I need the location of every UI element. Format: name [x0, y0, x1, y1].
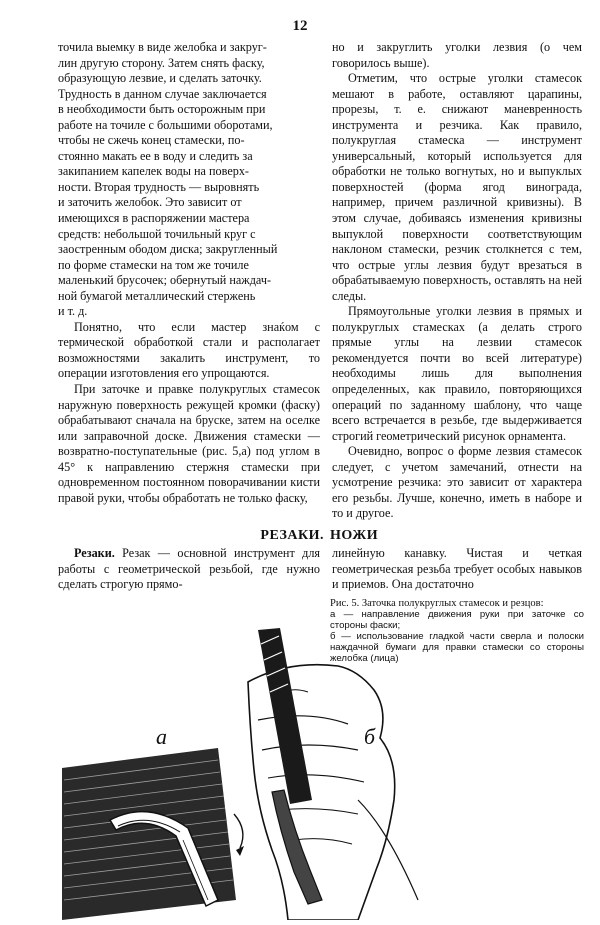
rezaki-continuation: линейную канавку. Чистая и четкая геометрическая резьба требует особых навыков и приемов. Она достаточно: [332, 546, 582, 592]
figure-5-illustration: [58, 600, 598, 920]
caption-title: Рис. 5. Заточка полукруглых стамесок и резцов:: [330, 598, 544, 609]
movement-arrow: [234, 814, 243, 848]
rezaki-paragraph: [58, 546, 320, 593]
section-title-rezaki: РЕЗАКИ.: [260, 528, 324, 543]
text-line: Трудность в данном случае заключается: [58, 86, 267, 101]
rezaki-left-text: [58, 546, 320, 593]
left-paragraph-1: [58, 40, 320, 320]
text-line: средств: небольшой точильный круг с: [58, 226, 256, 241]
text-line: ной бумагой металлический стержень: [58, 288, 256, 303]
rezaki-runin: Резаки.: [74, 546, 115, 560]
left-paragraph-3: При заточке и правке полукруглых стамесок наружную поверхность режущей кромки (фаску) обрабатывают сначала на бруске, затем на оселке или заправочной доске. Движения стамески — возвратно-поступательные (рис. 5,а) под углом в 45° к направлению стержня стамески при одновременном постоянном поворачивании кисти правой руки, чтобы обработать не только фаску,: [58, 382, 320, 505]
caption-item-a: а — направление движения руки при заточке со стороны фаски;: [330, 609, 584, 631]
rezaki-right-text: [332, 546, 582, 593]
right-paragraph-4: Очевидно, вопрос о форме лезвия стамесок следует, с учетом замечаний, отнести на усмотрение резчика: это зависит от характера его резьбы. Лучше, конечно, иметь в наборе и то и другое.: [332, 444, 582, 521]
rezaki-body: Резак — основной инструмент для работы с геометрической резьбой, где нужно сделать строгую прямо-: [58, 546, 321, 592]
hand-drawing: [248, 665, 395, 920]
caption-item-b: б — использование гладкой части сверла и полоски наждачной бумаги для правки стамески со стороны желобка (лица): [330, 631, 584, 664]
right-paragraph-2: Отметим, что острые уголки стамесок мешают в работе, оставляют царапины, прорезы, т. е. снижают маневренность инструмента и резчика. Как правило, полукруглая стамеска — инструмент универсальный, который используется для обработки не только вогнутых, но и выпуклых поверхностей (форма ягод винограда, например, причем различной кривизны). В этом случае, добиваясь изменения кривизны выпуклой поверхности соответствующим наклоном стамески, резчик столкнется с тем, что острые углы лезвия будут врезаться в обрабатываемую поверхность, оставлять на ней следы.: [332, 71, 582, 303]
text-line: лин другую сторону. Затем снять фаску,: [58, 55, 265, 70]
text-line: работе на точиле с большими оборотами,: [58, 117, 273, 132]
text-line: по форме стамески на том же точиле: [58, 257, 249, 272]
text-line: закипанием капелек воды на поверх-: [58, 164, 249, 179]
text-line: и т. д.: [58, 304, 88, 319]
text-line: точила выемку в виде желобка и закруг-: [58, 40, 267, 54]
text-line: ности. Вторая трудность — выровнять: [58, 179, 260, 194]
text-line: маленький брусочек; обернутый наждач-: [58, 273, 272, 288]
right-column: [332, 40, 582, 522]
text-line: стоянно макать ее в воду и следить за: [58, 148, 253, 163]
right-paragraph-3: Прямоугольные уголки лезвия в прямых и полукруглых стамесках (а делать строго прямые углы на лезвии стамесок рекомендуется почти во всей литературе) необходимы лишь для выполнения определенных, как правило, повторяющихся операций по заданному шаблону, что чаще всего встречается в резьбе, где выдерживается строгий геометрический рисунок орнамента.: [332, 304, 582, 443]
figure-label-b: б: [364, 724, 376, 749]
page-number: 12: [292, 18, 308, 34]
sharpening-illustration: [58, 600, 598, 920]
text-line: имеющихся в распоряжении мастера: [58, 211, 250, 226]
left-column: [58, 40, 320, 506]
text-line: и заточить желобок. Это зависит от: [58, 195, 242, 210]
section-title-nozhi: НОЖИ: [330, 528, 379, 543]
right-paragraph-1: но и закруглить уголки лезвия (о чем говорилось выше).: [332, 40, 582, 70]
left-paragraph-2: Понятно, что если мастер знаќом с термической обработкой стали и располагает возможностями закалить инструмент, то операции изготовления его упрощаются.: [58, 319, 320, 381]
text-line: образующую лезвие, и сделать заточку.: [58, 71, 262, 86]
figure-label-a: а: [156, 724, 167, 749]
text-line: заостренным ободом диска; закругленный: [58, 242, 278, 257]
text-line: в необходимости быть осторожным при: [58, 102, 266, 117]
text-line: чтобы не сжечь конец стамески, по-: [58, 133, 245, 148]
